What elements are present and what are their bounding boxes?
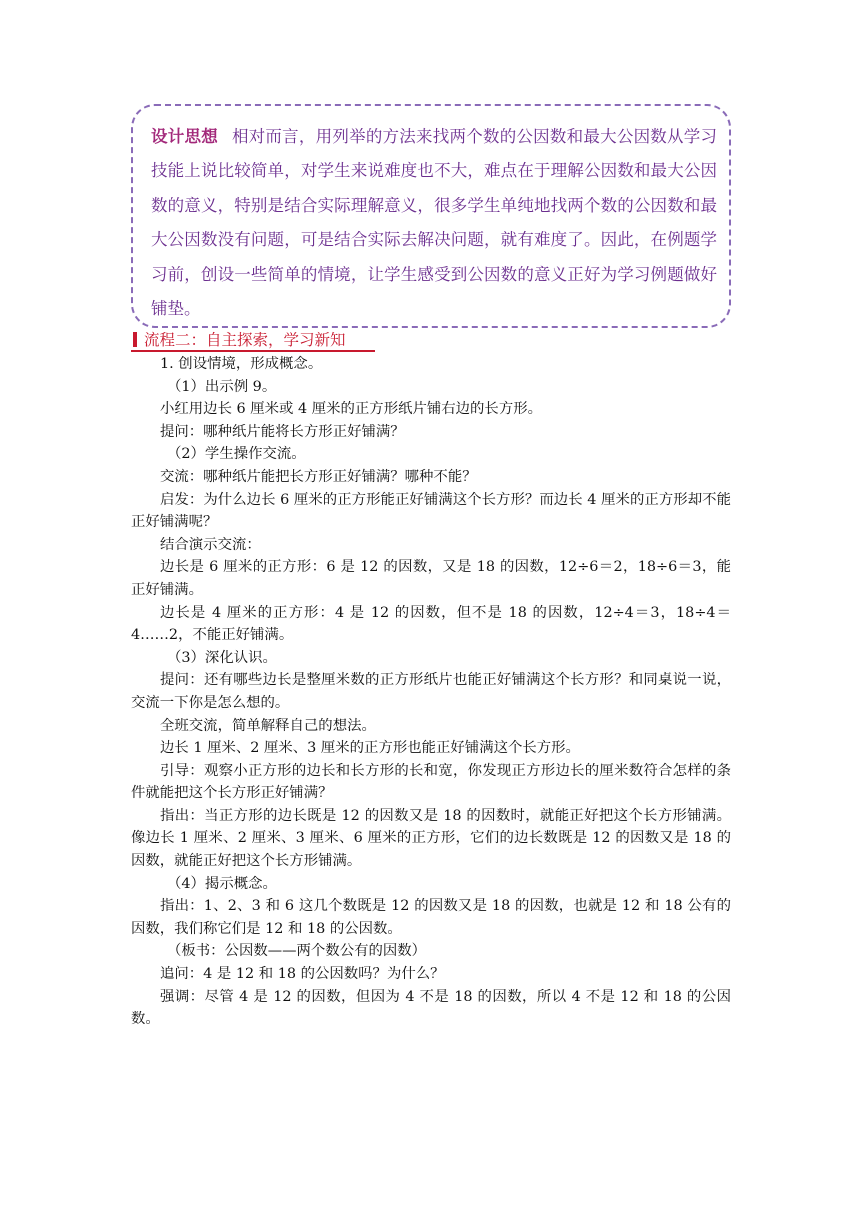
section-title: 流程二：自主探索，学习新知 [144, 331, 346, 349]
paragraph: 结合演示交流： [160, 536, 261, 553]
paragraph: 交流：哪种纸片能把长方形正好铺满？哪种不能？ [160, 468, 477, 485]
paragraph: 提问：还有哪些边长是整厘米数的正方形纸片也能正好铺满这个长方形？和同桌说一说，交流一下你是怎么想的。 [131, 672, 731, 711]
paragraph: （板书：公因数——两个数公有的因数） [167, 943, 427, 960]
paragraph: 指出：1、2、3 和 6 这几个数既是 12 的因数又是 18 的因数，也就是 12 和 18 公有的因数，我们称它们是 12 和 18 的公因数。 [131, 898, 731, 937]
paragraph: 边长是 6 厘米的正方形：6 是 12 的因数，又是 18 的因数，12÷6＝2，18÷6＝3，能正好铺满。 [131, 559, 731, 598]
paragraph: （1）出示例 9。 [167, 378, 277, 395]
paragraph: 指出：当正方形的边长既是 12 的因数又是 18 的因数时，就能正好把这个长方形铺满。像边长 1 厘米、2 厘米、3 厘米、6 厘米的正方形，它们的边长数既是 12 的因数又是 18 的因数，就能正好把这个长方形铺满。 [131, 807, 731, 870]
paragraph: （2）学生操作交流。 [167, 446, 306, 463]
paragraph: 边长 1 厘米、2 厘米、3 厘米的正方形也能正好铺满这个长方形。 [160, 740, 580, 757]
paragraph: 提问：哪种纸片能将长方形正好铺满？ [160, 423, 405, 440]
paragraph: 强调：尽管 4 是 12 的因数，但因为 4 不是 18 的因数，所以 4 不是 12 和 18 的公因数。 [131, 988, 731, 1028]
paragraph: 引导：观察小正方形的边长和长方形的长和宽，你发现正方形边长的厘米数符合怎样的条件就能把这个长方形正好铺满？ [131, 762, 731, 802]
heading-marker [133, 332, 137, 347]
design-thought-text: 相对而言，用列举的方法来找两个数的公因数和最大公因数从学习技能上说比较简单，对学生来说难度也不大，难点在于理解公因数和最大公因数的意义，特别是结合实际理解意义，很多学生单纯地找两个数的公因数和最大公因数没有问题，可是结合实际去解决问题，就有难度了。因此，在例题学习前，创设一些简单的情境，让学生感受到公因数的意义正好为学习例题做好铺垫。 [151, 127, 717, 319]
design-thought-box [131, 104, 731, 328]
paragraph: （3）深化认识。 [167, 649, 277, 666]
paragraph: （4）揭示概念。 [167, 875, 277, 892]
paragraph: 1. 创设情境，形成概念。 [160, 356, 323, 372]
design-thought-label: 设计思想 [151, 127, 218, 146]
paragraph: 追问：4 是 12 和 18 的公因数吗？为什么？ [160, 966, 445, 983]
paragraph: 启发：为什么边长 6 厘米的正方形能正好铺满这个长方形？而边长 4 厘米的正方形却不能正好铺满呢？ [131, 491, 731, 531]
paragraph: 小红用边长 6 厘米或 4 厘米的正方形纸片铺右边的长方形。 [160, 401, 542, 418]
paragraph: 全班交流，简单解释自己的想法。 [160, 717, 376, 734]
section-heading [131, 330, 375, 352]
lesson-content [131, 353, 731, 1031]
paragraph: 边长是 4 厘米的正方形：4 是 12 的因数，但不是 18 的因数，12÷4＝3，18÷4＝4……2，不能正好铺满。 [131, 604, 731, 644]
